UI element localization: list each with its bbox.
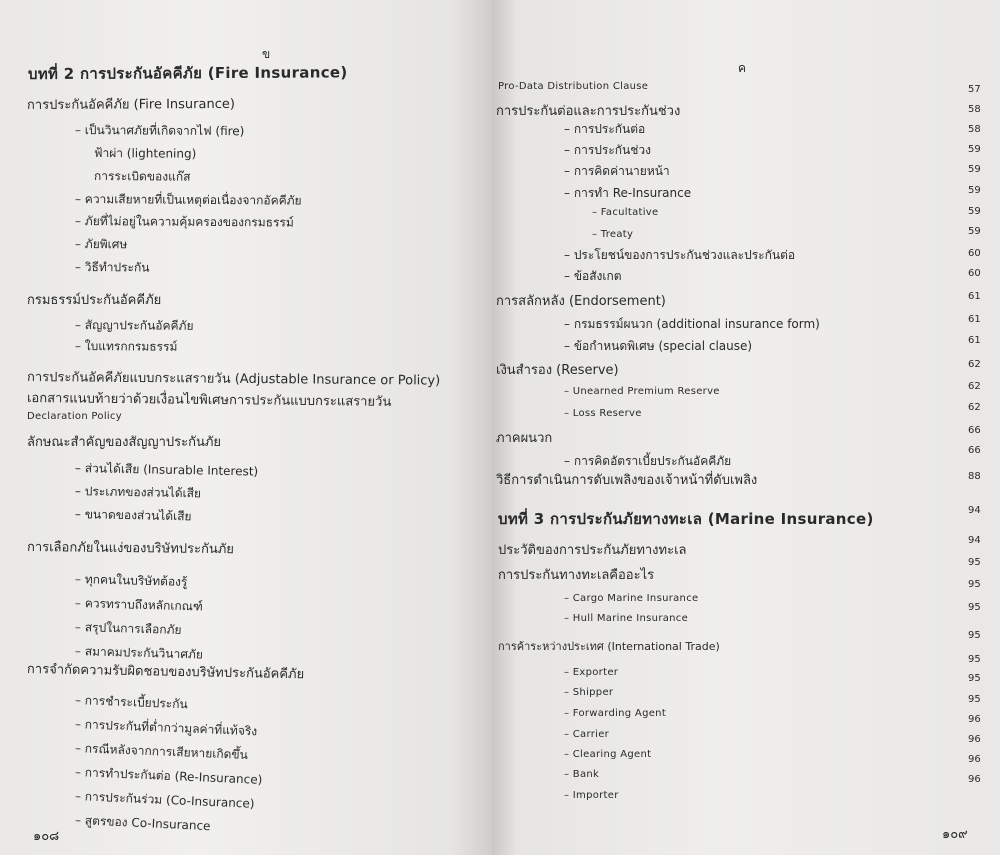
toc-page-number: 94 bbox=[968, 535, 981, 546]
left-toc-entry: การระเบิดของแก๊ส bbox=[93, 169, 191, 184]
right-toc-entry: – Facultative bbox=[592, 207, 659, 218]
toc-page-number: 57 bbox=[968, 84, 981, 95]
left-toc-entry: – ใบแทรกกรมธรรม์ bbox=[74, 339, 178, 354]
toc-page-number: 95 bbox=[968, 694, 981, 705]
left-toc-entry: กรมธรรม์ประกันอัคคีภัย bbox=[27, 293, 162, 308]
toc-page-number: 96 bbox=[968, 734, 981, 745]
right-toc-entry: ภาคผนวก bbox=[496, 431, 553, 446]
left-toc-entry: – การประกันที่ต่ำกว่ามูลค่าที่แท้จริง bbox=[74, 717, 258, 739]
left-toc-entry: – สรุปในการเลือกภัย bbox=[74, 620, 182, 637]
left-toc-entry: – ภัยพิเศษ bbox=[74, 237, 128, 252]
left-toc-entry: – สัญญาประกันอัคคีภัย bbox=[74, 318, 194, 333]
toc-page-number: 59 bbox=[968, 144, 981, 155]
right-toc-entry: – Carrier bbox=[564, 729, 610, 740]
right-toc-entry: – Unearned Premium Reserve bbox=[564, 386, 720, 397]
left-toc-entry: – ภัยที่ไม่อยู่ในความคุ้มครองของกรมธรรม์ bbox=[74, 214, 294, 230]
right-toc-entry: – Bank bbox=[564, 769, 600, 780]
toc-page-number: 60 bbox=[968, 248, 981, 259]
right-toc-entry: การสลักหลัง (Endorsement) bbox=[496, 294, 666, 309]
toc-page-number: 95 bbox=[968, 579, 981, 590]
right-toc-entry: – การทำ Re-Insurance bbox=[564, 186, 692, 200]
right-page bbox=[492, 0, 1000, 855]
toc-page-number: 96 bbox=[968, 754, 981, 765]
left-toc-entry: บทที่ 2 การประกันอัคคีภัย (Fire Insurance) bbox=[27, 63, 348, 83]
right-toc-entry: – Hull Marine Insurance bbox=[564, 613, 689, 624]
right-toc-entry: – ข้อกำหนดพิเศษ (special clause) bbox=[564, 339, 753, 353]
left-toc-entry: – ความเสียหายที่เป็นเหตุต่อเนื่องจากอัคคีภัย bbox=[74, 192, 302, 208]
left-toc-entry: – กรณีหลังจากการเสียหายเกิดขึ้น bbox=[74, 741, 249, 762]
toc-page-number: 95 bbox=[968, 673, 981, 684]
left-toc-entry: การเลือกภัยในแง่ของบริษัทประกันภัย bbox=[26, 540, 235, 558]
right-toc-entry: เงินสำรอง (Reserve) bbox=[496, 363, 619, 378]
toc-page-number: 59 bbox=[968, 185, 981, 196]
toc-page-number: 66 bbox=[968, 445, 981, 456]
toc-page-number: 96 bbox=[968, 714, 981, 725]
left-toc-entry: การประกันอัคคีภัย (Fire Insurance) bbox=[26, 96, 235, 113]
right-toc-entry: – การประกันช่วง bbox=[564, 143, 651, 157]
right-toc-entry: – การคิดค่านายหน้า bbox=[564, 164, 670, 178]
toc-page-number: 95 bbox=[968, 557, 981, 568]
toc-page-number: 61 bbox=[968, 291, 981, 302]
left-toc-entry: – สูตรของ Co-Insurance bbox=[74, 813, 211, 834]
left-toc-entry: – การทำประกันต่อ (Re-Insurance) bbox=[74, 765, 263, 787]
left-toc-entry: Declaration Policy bbox=[27, 411, 122, 422]
left-toc-entry: เอกสารแนบท้ายว่าด้วยเงื่อนไขพิเศษการประกันแบบกระแสรายวัน bbox=[26, 391, 392, 410]
left-page bbox=[0, 0, 492, 855]
left-toc-entry: – การประกันร่วม (Co-Insurance) bbox=[74, 789, 255, 811]
right-toc-entry: – ข้อสังเกต bbox=[564, 269, 622, 283]
right-toc-entry: Pro-Data Distribution Clause bbox=[498, 81, 649, 92]
left-toc-entry: – ทุกคนในบริษัทต้องรู้ bbox=[74, 572, 188, 589]
right-toc-entry: ประวัติของการประกันภัยทางทะเล bbox=[498, 543, 687, 558]
toc-page-number: 94 bbox=[968, 505, 981, 516]
right-page-number: ๑๐๙ bbox=[942, 827, 968, 842]
right-toc-entry: – ประโยชน์ของการประกันช่วงและประกันต่อ bbox=[564, 248, 796, 262]
toc-page-number: 58 bbox=[968, 104, 981, 115]
toc-page-number: 66 bbox=[968, 425, 981, 436]
left-toc-entry: – ประเภทของส่วนได้เสีย bbox=[74, 484, 202, 501]
right-toc-entry: การค้าระหว่างประเทศ (International Trade) bbox=[498, 640, 720, 653]
left-toc-entry: – เป็นวินาศภัยที่เกิดจากไฟ (fire) bbox=[74, 123, 245, 139]
right-toc-entry: – Clearing Agent bbox=[564, 749, 652, 760]
right-toc-entry: – Exporter bbox=[564, 667, 619, 678]
left-toc-entry: การจำกัดความรับผิดชอบของบริษัทประกันอัคคีภัย bbox=[26, 662, 305, 683]
right-page-header-letter: ค bbox=[738, 61, 747, 75]
toc-page-number: 95 bbox=[968, 654, 981, 665]
left-toc-entry: – วิธีทำประกัน bbox=[74, 260, 150, 275]
right-toc-entry: บทที่ 3 การประกันภัยทางทะเล (Marine Insurance) bbox=[498, 510, 874, 528]
toc-page-number: 95 bbox=[968, 602, 981, 613]
left-toc-entry: ฟ้าผ่า (lightening) bbox=[93, 146, 197, 161]
toc-page-number: 59 bbox=[968, 226, 981, 237]
left-toc-entry: การประกันอัคคีภัยแบบกระแสรายวัน (Adjustable Insurance or Policy) bbox=[26, 370, 441, 389]
right-toc-entry: การประกันต่อและการประกันช่วง bbox=[496, 104, 681, 119]
left-toc-entry: – การชำระเบี้ยประกัน bbox=[74, 693, 188, 712]
left-toc-entry: – สมาคมประกันวินาศภัย bbox=[74, 644, 204, 662]
right-toc-entry: – กรมธรรม์ผนวก (additional insurance form) bbox=[564, 317, 820, 331]
left-toc-entry: – ขนาดของส่วนได้เสีย bbox=[74, 507, 192, 524]
toc-page-number: 59 bbox=[968, 164, 981, 175]
toc-page-number: 62 bbox=[968, 402, 981, 413]
toc-page-number: 62 bbox=[968, 359, 981, 370]
right-toc-entry: – Cargo Marine Insurance bbox=[564, 593, 699, 604]
toc-page-number: 60 bbox=[968, 268, 981, 279]
toc-page-number: 61 bbox=[968, 314, 981, 325]
right-toc-entry: – Loss Reserve bbox=[564, 408, 642, 419]
right-toc-entry: – Shipper bbox=[564, 687, 614, 698]
left-toc-entry: – ส่วนได้เสีย (Insurable Interest) bbox=[74, 461, 259, 479]
toc-page-number: 62 bbox=[968, 381, 981, 392]
toc-page-number: 96 bbox=[968, 774, 981, 785]
toc-page-number: 95 bbox=[968, 630, 981, 641]
left-page-number: ๑๐๘ bbox=[33, 829, 60, 844]
toc-page-number: 59 bbox=[968, 206, 981, 217]
toc-page-number: 61 bbox=[968, 335, 981, 346]
left-toc-entry: – ควรทราบถึงหลักเกณฑ์ bbox=[74, 596, 204, 614]
right-toc-entry: – Importer bbox=[564, 790, 619, 801]
right-toc-entry: – Treaty bbox=[592, 229, 634, 240]
right-toc-entry: การประกันทางทะเลคืออะไร bbox=[498, 568, 655, 583]
left-toc-entry: ลักษณะสำคัญของสัญญาประกันภัย bbox=[27, 435, 222, 450]
right-toc-entry: วิธีการดำเนินการดับเพลิงของเจ้าหน้าที่ดับเพลิง bbox=[496, 473, 758, 488]
right-toc-entry: – การคิดอัตราเบี้ยประกันอัคคีภัย bbox=[564, 454, 732, 468]
toc-page-number: 88 bbox=[968, 471, 981, 482]
right-toc-entry: – การประกันต่อ bbox=[564, 122, 646, 136]
toc-page-number: 58 bbox=[968, 124, 981, 135]
right-toc-entry: – Forwarding Agent bbox=[564, 708, 667, 719]
left-page-header-letter: ข bbox=[262, 47, 271, 61]
